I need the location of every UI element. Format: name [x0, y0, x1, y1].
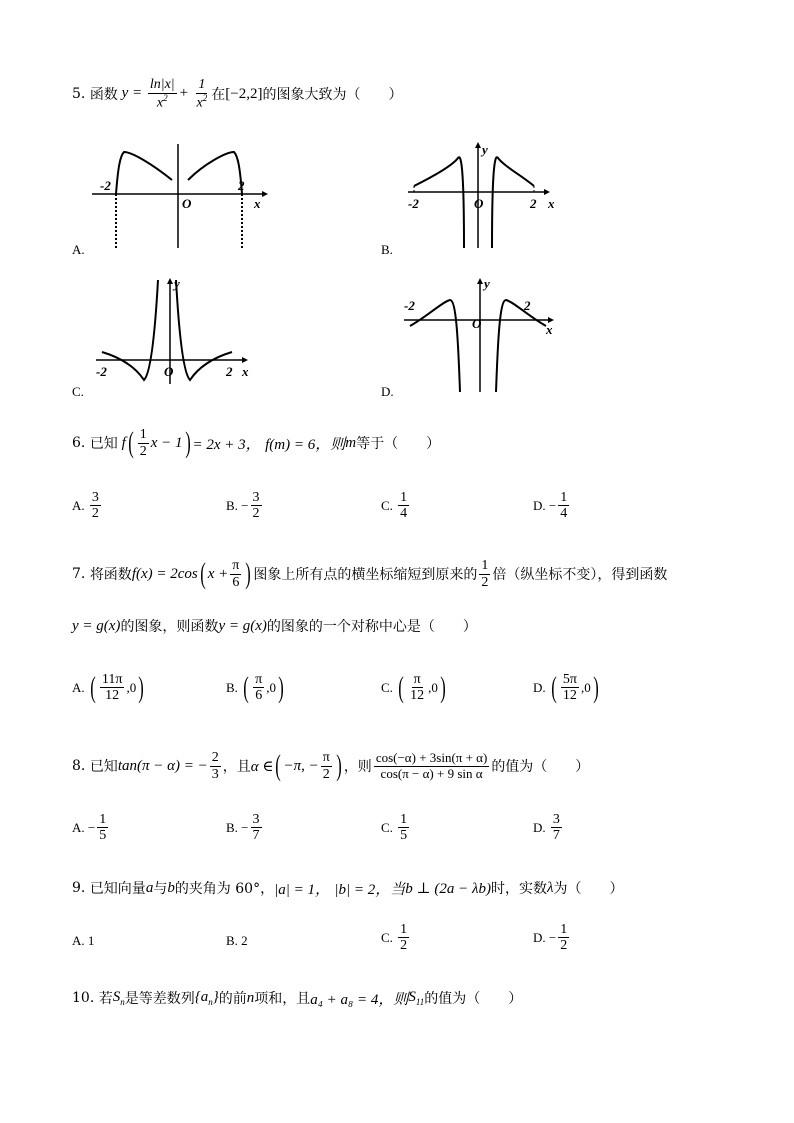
svg-text:-2: -2 [96, 364, 107, 379]
svg-text:x: x [548, 196, 555, 211]
q7-option-d[interactable]: D. ( $\frac{5\pi}{12}$ ,0 ) [533, 670, 599, 704]
q8-option-c[interactable]: C. $\frac{1}{5}$ [381, 812, 408, 844]
svg-text:x: x [242, 364, 249, 379]
svg-text:2: 2 [226, 364, 233, 379]
q7-option-b[interactable]: B. ( $\frac{\pi}{6}$ ,0 ) [226, 670, 284, 704]
q6-option-c[interactable]: C. $\frac{1}{4}$ [381, 490, 408, 522]
q7-stem-line1: 7. 将函数 f(x) = 2cos ( x + $\frac{\pi}{6}$ ) 图象上所有点的横坐标缩短到原来的 $\frac{1}{2}$ 倍（纵坐标不变），得到函数 [72, 557, 668, 590]
q6-option-a[interactable]: A. $\frac{3}{2}$ [72, 490, 99, 522]
q8-stem: 8. 已知 tan(π − α) = − $\frac{2}{3}$ ，且 α ∈ ( −π, − $\frac{\pi}{2}$ ) ，则 $\frac{\cos(-\alpha) + 3\sin(\pi + \alpha)}{\text{cos(π − α) + 9 sin α}}$ 的值为（ ） [72, 749, 590, 782]
svg-text:O: O [474, 196, 484, 211]
q8-option-b[interactable]: B. − $\frac{3}{7}$ [226, 812, 260, 844]
q8-option-a[interactable]: A. − $\frac{1}{5}$ [72, 812, 107, 844]
graph-d [400, 276, 560, 394]
q6-stem: 6. 已知 f ( $\frac{1}{2}$ x − 1 ) = 2x + 3， f(m) = 6，则 m 等于（ ） [72, 426, 441, 459]
graph-a [92, 138, 272, 253]
q5-number: 5. [72, 86, 86, 102]
q5-formula: y = $\frac{\ln|x|}{x^2}$ + $\frac{1}{x^2}$ [117, 77, 208, 111]
svg-text:y: y [484, 276, 490, 291]
svg-text:2: 2 [524, 298, 531, 313]
graph-c [92, 276, 262, 388]
svg-text:y: y [174, 276, 180, 291]
q6-option-d[interactable]: D. − $\frac{1}{4}$ [533, 490, 568, 522]
q5-stem: 5. 函数 y = $\frac{\ln|x|}{x^2}$ + $\frac{1}{x^2}$ 在 [−2,2] 的图象大致为（ ） [72, 77, 403, 111]
svg-text:2: 2 [530, 196, 537, 211]
q5-option-d[interactable]: D. [381, 384, 394, 399]
label-neg2: -2 [100, 178, 111, 193]
label-pos2: 2 [238, 178, 245, 193]
q7-option-c[interactable]: C. ( $\frac{\pi}{12}$ ,0 ) [381, 670, 446, 704]
graph-b [404, 140, 564, 252]
q9-option-a[interactable]: A. 1 [72, 933, 95, 948]
q7-stem-line2: y = g(x) 的图象，则函数 y = g(x) 的图象的一个对称中心是（ ） [72, 617, 477, 635]
q9-option-c[interactable]: C. $\frac{1}{2}$ [381, 922, 408, 954]
q9-option-d[interactable]: D. − $\frac{1}{2}$ [533, 922, 568, 954]
q8-option-d[interactable]: D. $\frac{3}{7}$ [533, 812, 560, 844]
svg-text:-2: -2 [404, 298, 415, 313]
svg-text:y: y [482, 142, 488, 157]
q5-option-a[interactable]: A. [72, 242, 85, 257]
svg-text:O: O [472, 316, 482, 331]
label-x: x [254, 196, 261, 211]
svg-text:x: x [546, 322, 553, 337]
q6-option-b[interactable]: B. − $\frac{3}{2}$ [226, 490, 260, 522]
svg-text:-2: -2 [408, 196, 419, 211]
q5-option-c[interactable]: C. [72, 384, 84, 399]
q9-stem: 9. 已知向量 a 与 b 的夹角为 60°， |a| = 1， |b| = 2，当 b ⊥ (2a − λb) 时，实数 λ 为（ ） [72, 879, 624, 898]
svg-text:O: O [164, 364, 174, 379]
q5-option-b[interactable]: B. [381, 242, 393, 257]
label-origin: O [182, 196, 192, 211]
q9-option-b[interactable]: B. 2 [226, 933, 248, 948]
q7-option-a[interactable]: A. ( $\frac{11\pi}{12}$ ,0 ) [72, 670, 144, 704]
q10-stem: 10. 若 $S_n$ 是等差数列 $\{a_n\}$ 的前 n 项和，且 a₄ + a₈ = 4，则 $S_{11}$ 的值为（ ） [72, 989, 523, 1008]
